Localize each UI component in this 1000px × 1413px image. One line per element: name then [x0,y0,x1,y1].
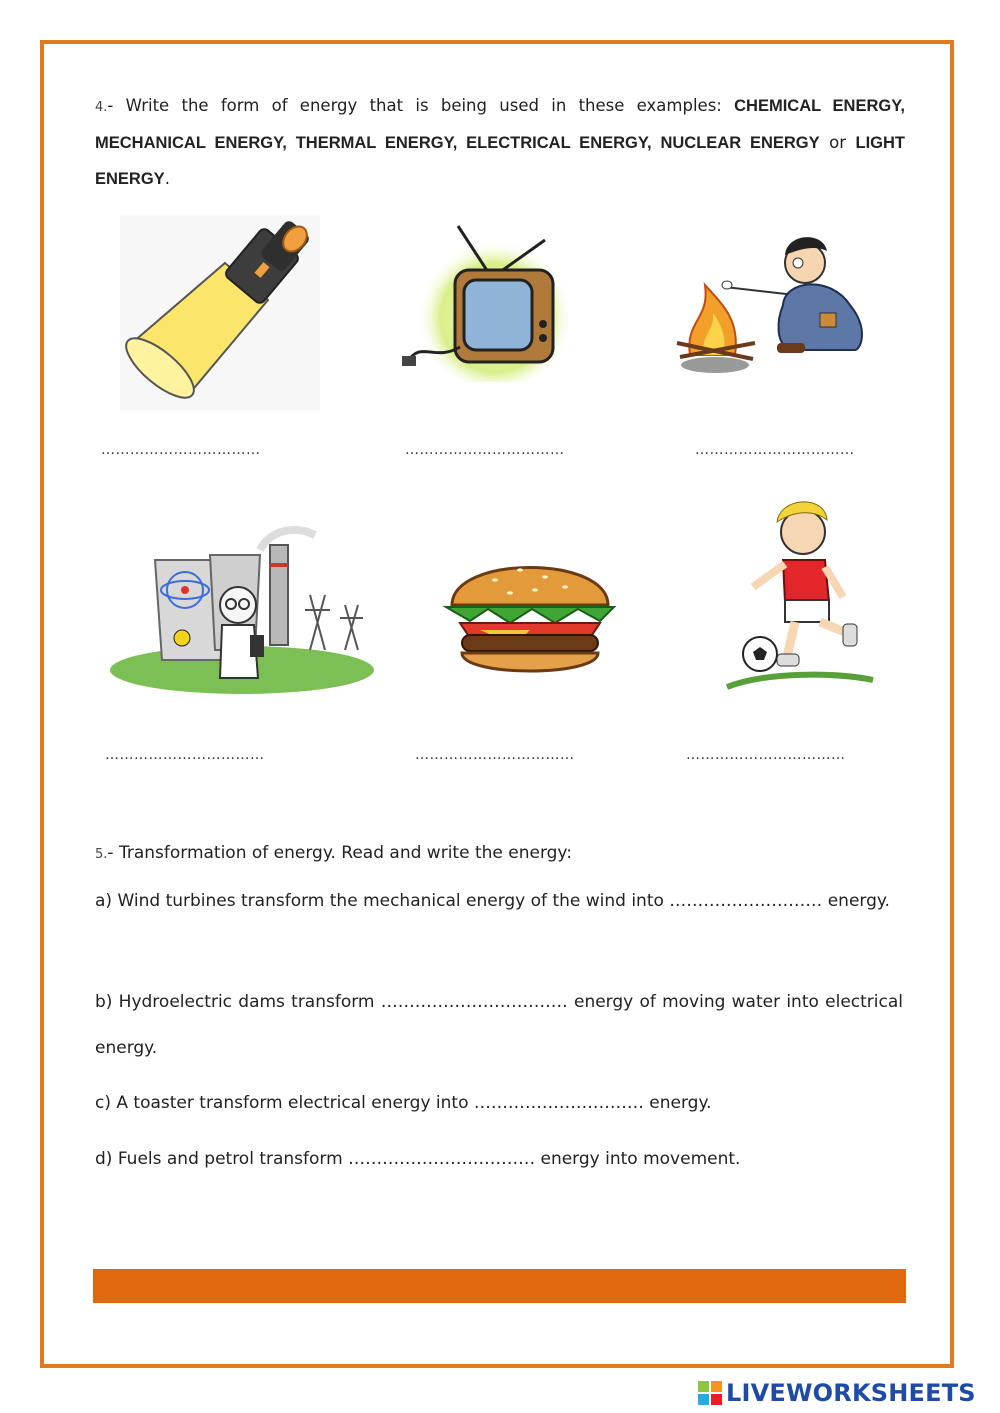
question-5-number: 5. [95,847,108,862]
flashlight-icon [120,215,320,410]
question-4-last-option: LIGHT ENERGY [95,134,905,188]
statement-a: a) Wind turbines transform the mechanical energy of the wind into ……………………… energy. [95,891,890,911]
question-4-or: or [819,133,856,152]
answer-blank-campfire[interactable]: …………………………… [695,442,855,458]
answer-blank-nuclear-plant[interactable]: …………………………… [105,747,265,763]
question-5-text: - Transformation of energy. Read and write the energy: [107,843,572,863]
campfire-boy-icon [665,225,875,375]
answer-blank-television[interactable]: …………………………… [405,442,565,458]
answer-blank-hamburger[interactable]: …………………………… [415,747,575,763]
statement-c: c) A toaster transform electrical energy into ………………………… energy. [95,1093,712,1113]
nuclear-plant-icon [110,520,375,695]
television-icon [400,222,590,382]
question-4-options: CHEMICAL ENERGY, MECHANICAL ENERGY, THERMAL ENERGY, ELECTRICAL ENERGY, NUCLEAR ENERGY [95,97,905,152]
statement-b: b) Hydroelectric dams transform …………………………… energy of moving water into electrical energy. [95,992,903,1058]
question-4 [95,88,905,197]
question-4-intro: - Write the form of energy that is being used in these examples: [107,96,735,115]
brand-text: LIVEWORKSHEETS [726,1379,976,1407]
footer-bar [93,1269,906,1303]
answer-blank-football[interactable]: …………………………… [686,747,846,763]
liveworksheets-logo-icon [698,1381,722,1405]
question-5-title [95,843,572,863]
answer-blank-flashlight[interactable]: …………………………… [101,442,261,458]
question-4-period: . [164,169,170,188]
football-player-icon [725,492,875,692]
liveworksheets-brand[interactable] [698,1378,976,1408]
hamburger-icon [440,535,620,685]
statement-d: d) Fuels and petrol transform …………………………… energy into movement. [95,1149,741,1169]
question-4-number: 4. [95,100,108,115]
